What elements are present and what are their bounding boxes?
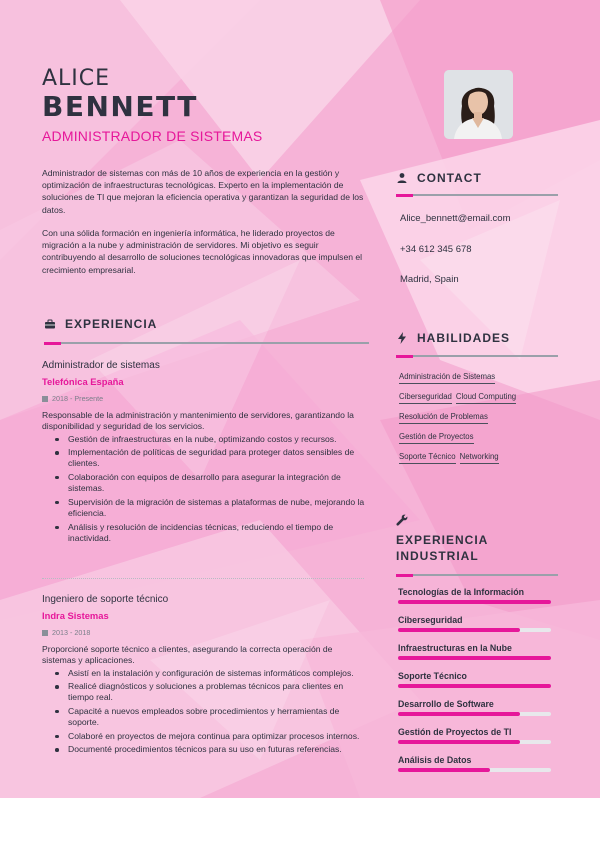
contact-phone[interactable]: +34 612 345 678: [400, 244, 472, 255]
job-bullet: Documenté procedimientos técnicos para su uso en futuras referencias.: [42, 744, 367, 755]
industry-level-bar: [398, 684, 551, 688]
job-title: ADMINISTRADOR DE SISTEMAS: [42, 128, 263, 144]
job-bullets: [42, 434, 367, 544]
skills-divider: [396, 355, 558, 357]
bolt-icon: [396, 332, 408, 344]
industry-item: [398, 755, 553, 783]
user-icon: [396, 172, 408, 184]
industry-level-fill: [398, 740, 520, 744]
experience-heading: [44, 317, 369, 331]
contact-heading: [396, 171, 558, 185]
job-position: Administrador de sistemas: [42, 360, 160, 371]
industry-section: [396, 513, 558, 576]
industry-item-label: Análisis de Datos: [398, 755, 472, 765]
skills-row: [399, 412, 559, 424]
industry-level-bar: [398, 656, 551, 660]
job-bullet: Colaboré en proyectos de mejora continua para optimizar procesos internos.: [42, 731, 367, 742]
profile-photo: [444, 70, 513, 139]
job-bullet: Análisis y resolución de incidencias técnicas, reduciendo el tiempo de inactividad.: [42, 522, 367, 544]
skill-tag: Gestión de Proyectos: [399, 432, 474, 444]
industry-item: [398, 587, 553, 615]
job-dates: [42, 628, 367, 637]
industry-item: [398, 699, 553, 727]
calendar-icon: [42, 396, 48, 402]
industry-level-bar: [398, 628, 551, 632]
job-description: Responsable de la administración y mantenimiento de servidores, garantizando la disponibilidad y seguridad de los servicios.: [42, 410, 354, 432]
summary-paragraph-2: Con una sólida formación en ingeniería informática, he liderado proyectos de migración a la nube y administración de servidores. Mi objetivo es seguir contribuyendo al desarrollo de soluciones tecnológicas innovadoras que impulsen el crecimiento empresarial.: [42, 228, 363, 275]
experience-heading-label: EXPERIENCIA: [65, 317, 158, 331]
experience-section: [44, 317, 369, 344]
skills-row: [399, 392, 559, 404]
experience-divider: [44, 342, 369, 344]
skill-tag: Resolución de Problemas: [399, 412, 488, 424]
job-bullet: Realicé diagnósticos y soluciones a problemas técnicos para clientes en tiempo real.: [42, 681, 367, 703]
industry-level-bar: [398, 600, 551, 604]
job-bullet: Gestión de infraestructuras en la nube, optimizando costos y recursos.: [42, 434, 367, 445]
job-company: Indra Sistemas: [42, 610, 109, 621]
contact-heading-label: CONTACT: [417, 171, 482, 185]
skill-tag: Soporte Técnico: [399, 452, 456, 464]
industry-item-label: Infraestructuras en la Nube: [398, 643, 512, 653]
skills-heading-label: HABILIDADES: [417, 331, 511, 345]
job-company: Telefónica España: [42, 376, 124, 387]
industry-heading-line-2: INDUSTRIAL: [396, 548, 479, 563]
skills-list: [399, 372, 559, 472]
briefcase-icon: [44, 318, 56, 330]
industry-heading: [396, 533, 558, 564]
job-bullets: [42, 668, 367, 756]
job-separator: [42, 578, 364, 579]
industry-list: [398, 587, 553, 783]
industry-item-label: Tecnologías de la Información: [398, 587, 524, 597]
skill-tag: Networking: [460, 452, 499, 464]
industry-item-label: Ciberseguridad: [398, 615, 463, 625]
job-bullet: Implementación de políticas de seguridad para proteger datos sensibles de clientes.: [42, 447, 367, 469]
job-bullet: Asistí en la instalación y configuración de sistemas informáticos complejos.: [42, 668, 367, 679]
industry-level-fill: [398, 656, 551, 660]
industry-divider: [396, 574, 558, 576]
skills-row: [399, 372, 559, 384]
industry-level-fill: [398, 712, 520, 716]
skills-section: [396, 331, 558, 357]
skills-heading: [396, 331, 558, 345]
contact-divider: [396, 194, 558, 196]
industry-level-bar: [398, 712, 551, 716]
industry-item-label: Gestión de Proyectos de TI: [398, 727, 512, 737]
summary-paragraph-1: Administrador de sistemas con más de 10 años de experiencia en la gestión y optimización de infraestructuras tecnológicas. Experto en la implementación de soluciones de TI que mejoran la eficiencia operativa y garantizan la seguridad de los datos.: [42, 168, 364, 215]
job-dates-label: 2018 - Presente: [52, 394, 104, 403]
industry-item: [398, 615, 553, 643]
last-name: BENNETT: [42, 90, 198, 123]
contact-email[interactable]: Alice_bennett@email.com: [400, 213, 511, 224]
skills-row: [399, 432, 559, 444]
skills-row: [399, 452, 559, 464]
industry-level-fill: [398, 628, 520, 632]
first-name: ALICE: [42, 66, 111, 91]
contact-section: [396, 171, 558, 196]
contact-location: Madrid, Spain: [400, 274, 459, 285]
job-dates: [42, 394, 367, 403]
calendar-icon: [42, 630, 48, 636]
industry-level-bar: [398, 768, 551, 772]
industry-item-label: Soporte Técnico: [398, 671, 467, 681]
job-dates-label: 2013 - 2018: [52, 628, 91, 637]
industry-level-fill: [398, 768, 490, 772]
industry-level-bar: [398, 740, 551, 744]
job-description: Proporcioné soporte técnico a clientes, asegurando la correcta operación de sistemas y aplicaciones.: [42, 644, 333, 666]
job-bullet: Capacité a nuevos empleados sobre procedimientos y herramientas de soporte.: [42, 706, 367, 728]
skill-tag: Administración de Sistemas: [399, 372, 495, 384]
job-bullet: Colaboración con equipos de desarrollo para asegurar la integración de sistemas.: [42, 472, 367, 494]
skill-tag: Cloud Computing: [456, 392, 516, 404]
job-entry: [42, 594, 367, 758]
industry-level-fill: [398, 600, 551, 604]
job-bullet: Supervisión de la migración de sistemas a plataformas de nube, mejorando la eficiencia.: [42, 497, 367, 519]
job-entry: [42, 360, 367, 546]
job-position: Ingeniero de soporte técnico: [42, 594, 169, 605]
industry-item: [398, 671, 553, 699]
industry-level-fill: [398, 684, 551, 688]
industry-item: [398, 643, 553, 671]
skill-tag: Ciberseguridad: [399, 392, 452, 404]
industry-heading-line-1: EXPERIENCIA: [396, 533, 489, 547]
wrench-icon: [396, 513, 408, 525]
industry-item: [398, 727, 553, 755]
industry-item-label: Desarrollo de Software: [398, 699, 494, 709]
